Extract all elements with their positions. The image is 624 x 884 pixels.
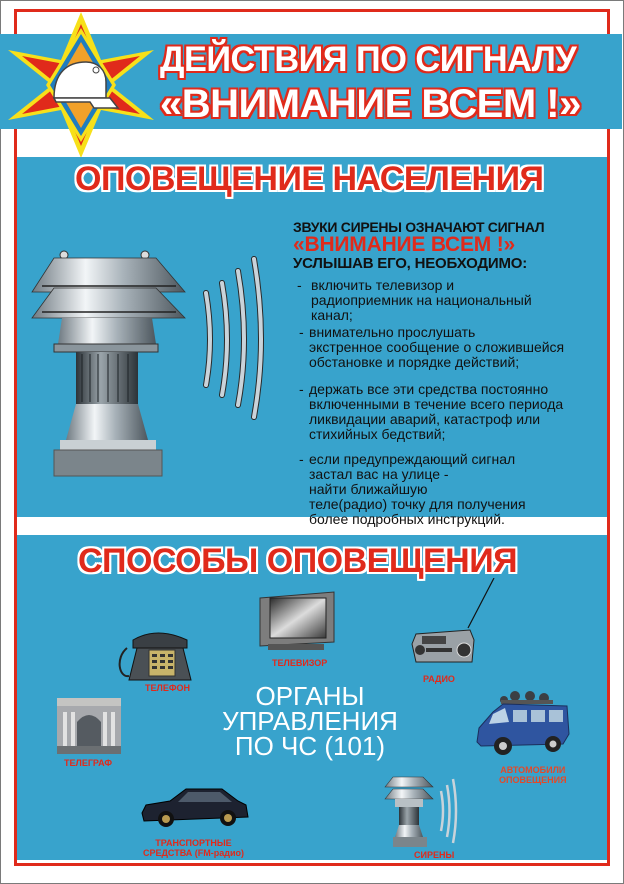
telegraph-label: ТЕЛЕГРАФ [64,758,113,768]
sound-waves-icon [200,255,270,430]
radio-icon [408,578,500,670]
bullet-line: включенными в течение всего периода [309,396,564,412]
warning-van-icon [473,688,573,760]
transport-label-line1: ТРАНСПОРТНЫЕ [155,838,232,848]
bullet-dash: - [299,451,304,467]
bullet-line: включить телевизор и [311,277,455,293]
siren-icon [20,250,190,480]
bullet-dash: - [299,381,304,397]
section-methods-heading: СПОСОБЫ ОПОВЕЩЕНИЯ [78,542,518,580]
transport-label-line2: СРЕДСТВА (FM-радио) [143,848,244,858]
car-icon [140,783,250,829]
center-line-3: ПО ЧС (101) [234,731,386,761]
intro-siren-sounds: ЗВУКИ СИРЕНЫ ОЗНАЧАЮТ СИГНАЛ [293,219,545,235]
bullet-line: стихийных бедствий; [309,426,446,442]
poster-title-line2: «ВНИМАНИЕ ВСЕМ !» [160,82,581,126]
instruction-bullet-2 [299,325,599,370]
bullet-line: держать все эти средства постоянно [309,381,549,397]
center-line-2: УПРАВЛЕНИЯ [222,706,398,736]
bullet-dash: - [297,277,302,293]
bullet-line: обстановке и порядке действий; [309,354,520,370]
bullet-line: если предупреждающий сигнал [309,451,516,467]
sirens-label: СИРЕНЫ [414,850,455,860]
bullet-line: более подробных инструкций. [309,511,505,527]
bullet-line: радиоприемник на национальный [311,292,532,308]
instruction-bullet-3 [299,382,599,442]
tv-label: ТЕЛЕВИЗОР [272,658,328,668]
radio-label: РАДИО [423,674,455,684]
bullet-line: канал; [311,307,353,323]
vehicles-label [499,765,567,785]
instruction-bullet-1 [297,278,597,323]
poster-title-line1: ДЕЙСТВИЯ ПО СИГНАЛУ [160,40,577,79]
bullet-line: найти ближайшую [309,481,428,497]
bullet-line: внимательно прослушать [309,324,476,340]
bullet-line: теле(радио) точку для получения [309,496,526,512]
emergency-star-emblem-icon [6,10,156,160]
tv-icon [256,590,336,652]
bullet-dash: - [299,324,304,340]
small-siren-icon [383,773,463,849]
vehicles-label-line1: АВТОМОБИЛИ [500,765,566,775]
center-line-1: ОРГАНЫ [255,681,365,711]
transport-label [143,838,244,858]
bullet-line: застал вас на улице - [309,466,449,482]
intro-signal-name: «ВНИМАНИЕ ВСЕМ !» [293,233,516,256]
telephone-icon [115,628,195,684]
telegraph-building-icon [57,698,121,754]
section-notification-heading: ОПОВЕЩЕНИЕ НАСЕЛЕНИЯ [75,160,544,198]
intro-necessary: УСЛЫШАВ ЕГО, НЕОБХОДИМО: [293,255,528,272]
vehicles-label-line2: ОПОВЕЩЕНИЯ [499,775,567,785]
telephone-label: ТЕЛЕФОН [145,683,190,693]
instruction-bullet-4 [299,452,599,527]
emergency-authorities-text [200,681,420,761]
bullet-line: ликвидации аварий, катастроф или [309,411,541,427]
signal-intro [293,219,593,272]
bullet-line: экстренное сообщение о сложившейся [309,339,565,355]
